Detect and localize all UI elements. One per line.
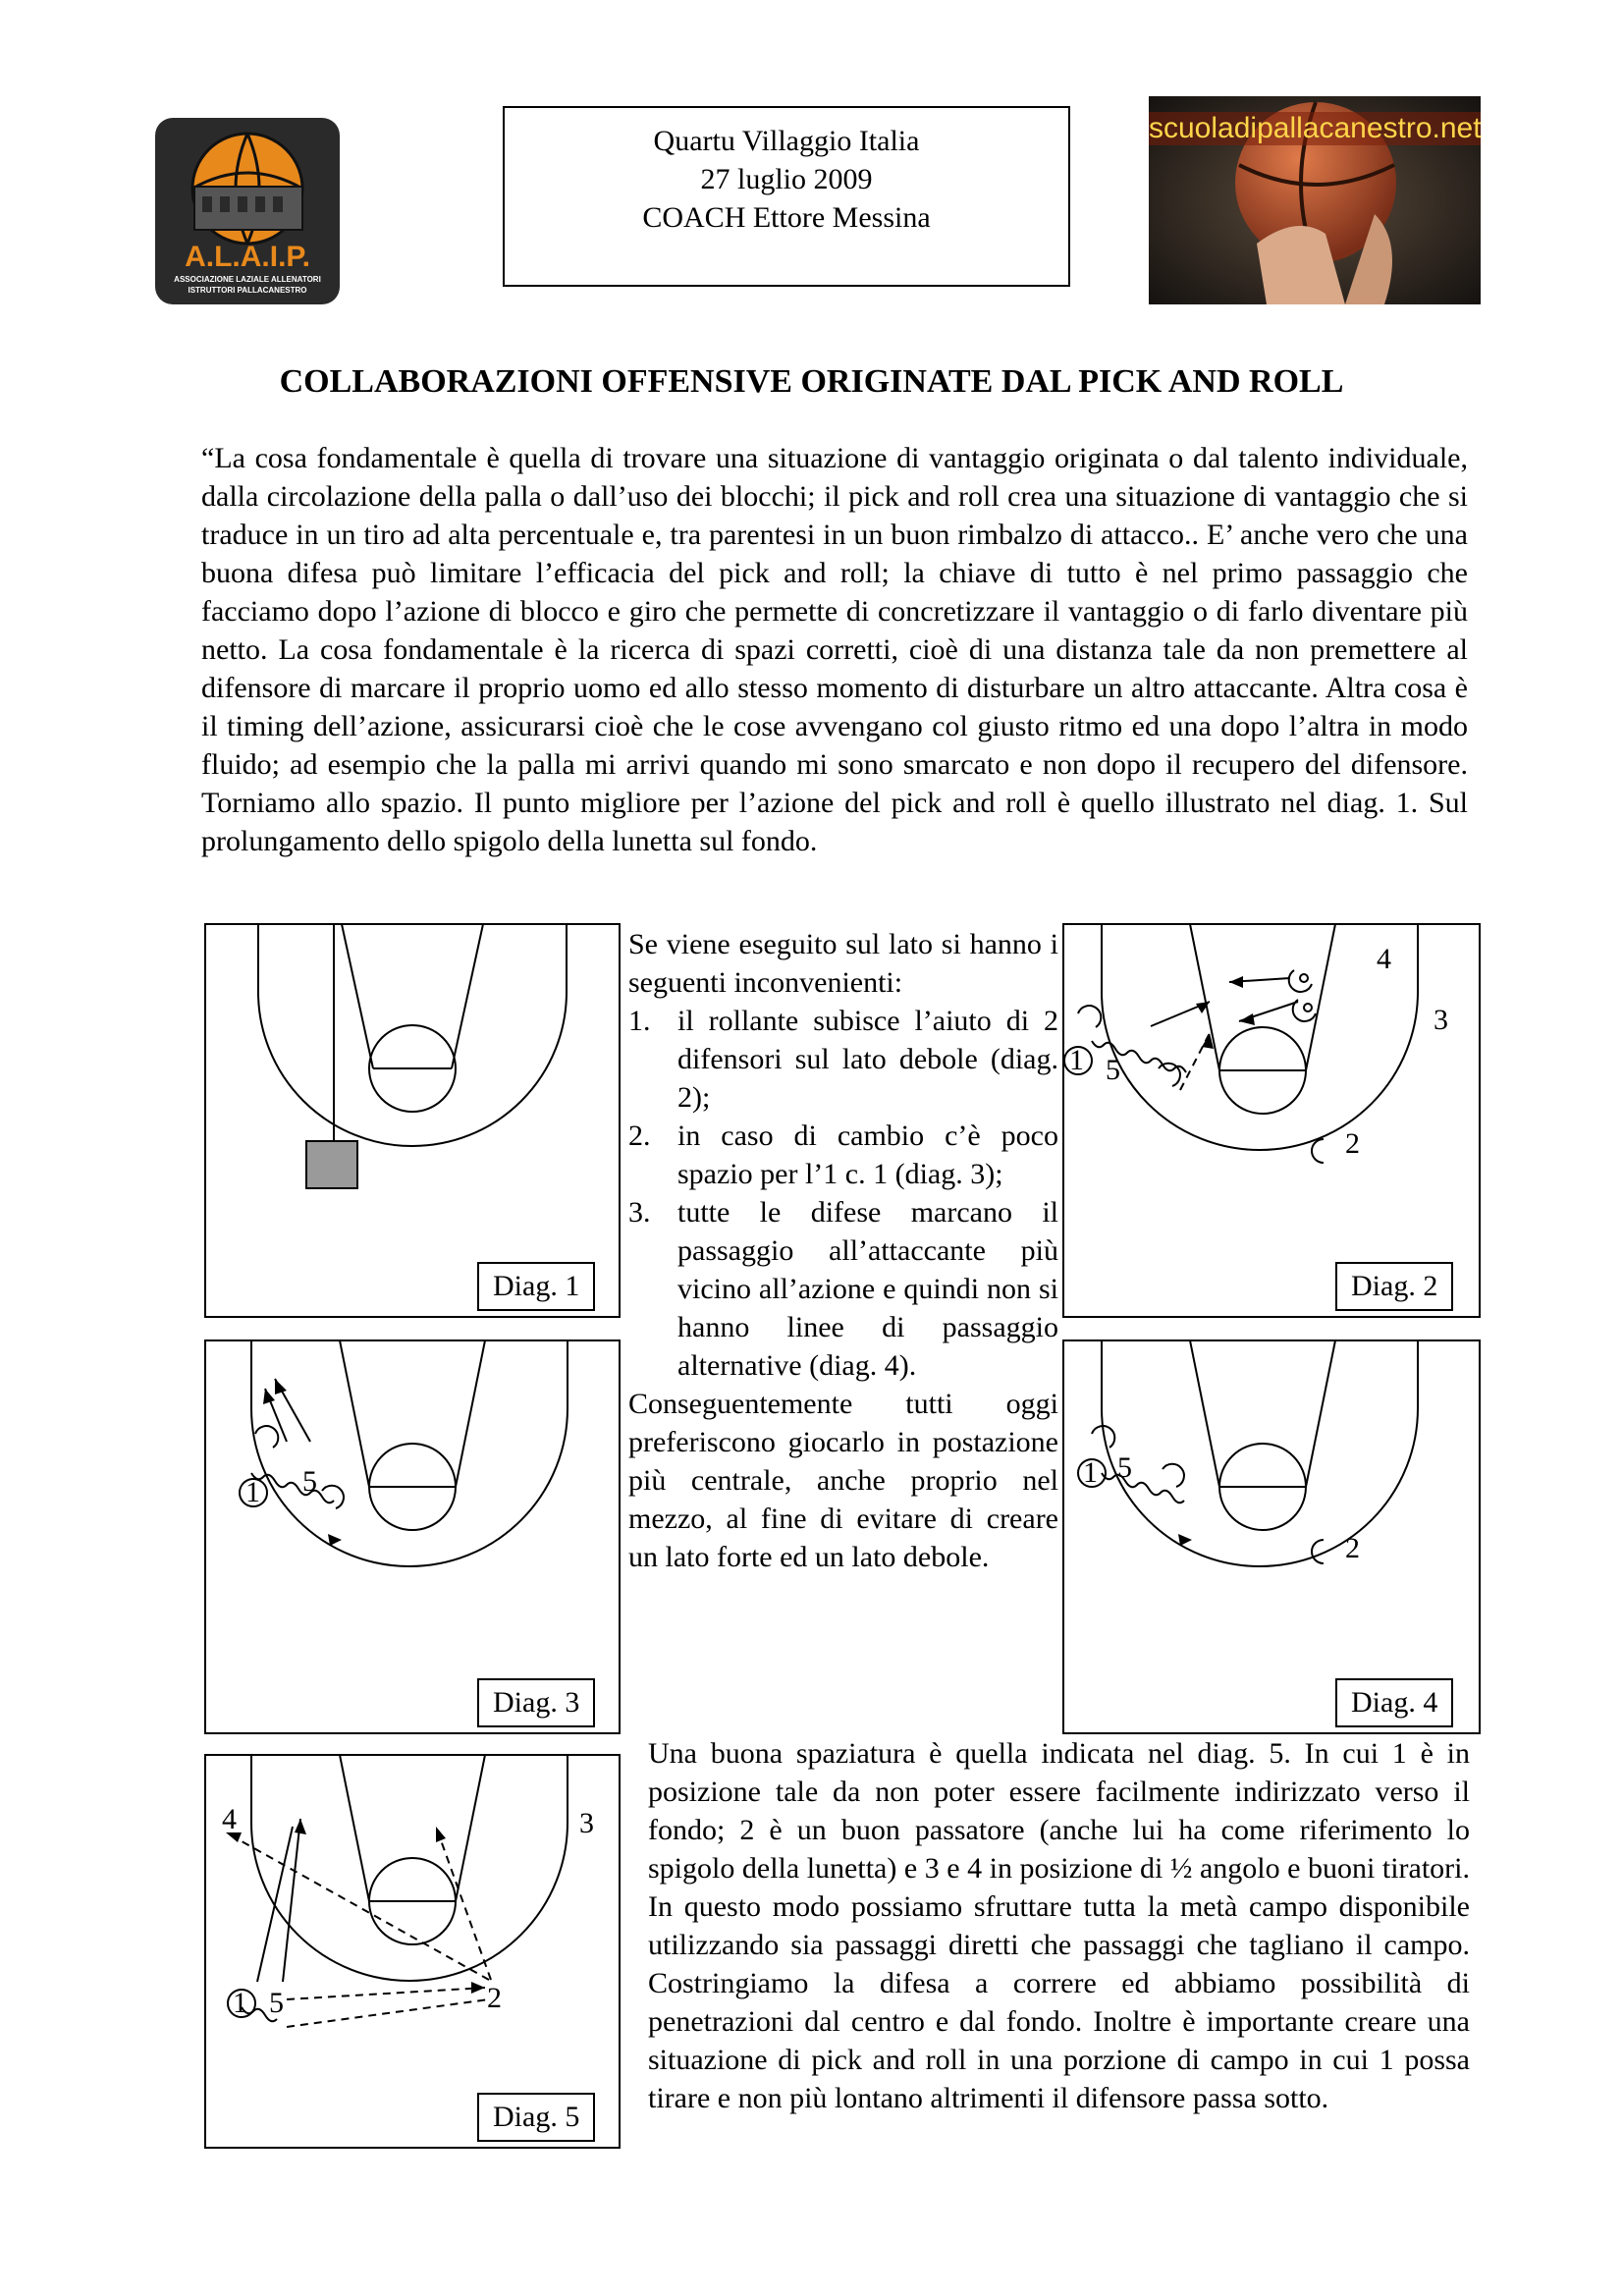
header-box <box>503 106 1070 287</box>
side-lead: Se viene eseguito sul lato si hanno i seguenti inconvenienti: <box>628 928 1058 999</box>
d2-player-5: 5 <box>1106 1054 1120 1086</box>
d5-player-2: 2 <box>487 1982 502 2014</box>
diagram-2 <box>1062 923 1481 1318</box>
diag-1-label: Diag. 1 <box>477 1262 595 1311</box>
d4-player-2: 2 <box>1345 1532 1360 1564</box>
court-5 <box>204 1754 621 2149</box>
d5-player-1: 1 <box>233 1987 247 2019</box>
diagram-4 <box>1062 1339 1481 1734</box>
scuola-pallacanestro-image <box>1149 96 1481 304</box>
d2-player-2: 2 <box>1345 1127 1360 1160</box>
header-coach: COACH Ettore Messina <box>642 201 931 234</box>
diag-2-label: Diag. 2 <box>1335 1262 1453 1311</box>
alaip-acronym: A.L.A.I.P. <box>185 241 310 273</box>
list-item-num: 1. <box>628 1005 651 1037</box>
diagram-3 <box>204 1339 621 1734</box>
alaip-subtitle-1: ASSOCIAZIONE LAZIALE ALLENATORI <box>174 275 321 284</box>
d5-player-4: 4 <box>222 1803 237 1835</box>
d5-player-5: 5 <box>269 1987 284 2019</box>
list-item <box>628 1193 1058 1385</box>
page-title: COLLABORAZIONI OFFENSIVE ORIGINATE DAL PICK AND ROLL <box>279 363 1344 400</box>
header-location: Quartu Villaggio Italia <box>653 125 920 157</box>
diag-3-label: Diag. 3 <box>477 1678 595 1727</box>
intro-paragraph: “La cosa fondamentale è quella di trovare una situazione di vantaggio originata o dal talento individuale, dalla circolazione della palla o dall’uso dei blocchi; il pick and roll crea una situazione di vantaggio che si traduce in un tiro ad alta percentuale e, tra parentesi in un buon rimbalzo di attacco.. E’ anche vero che una buona difesa può limitare l’efficacia del pick and roll; la chiave di tutto è nel primo passaggio che facciamo dopo l’azione di blocco e giro che permette di concretizzare il vantaggio o di farlo diventare più netto. La cosa fondamentale è la ricerca di spazi corretti, cioè di una distanza tale da non premettere al difensore di marcare il proprio uomo ed allo stesso momento di disturbare un altro attaccante. Altra cosa è il timing dell’azione, assicurarsi cioè che le cose avvengano col giusto ritmo ed una dopo l’altra in modo fluido; ad esempio che la palla mi arrivi quando mi sono smarcato e non dopo il recupero del difensore. Torniamo allo spazio. Il punto migliore per l’azione del pick and roll è quello illustrato nel diag. 1. Sul prolungamento dello spigolo della lunetta sul fondo. <box>201 442 1468 857</box>
site-name: scuoladipallacanestro.net <box>1149 112 1482 144</box>
diag-4-label: Diag. 4 <box>1335 1678 1453 1727</box>
alaip-subtitle-2: ISTRUTTORI PALLACANESTRO <box>188 286 307 295</box>
court-1 <box>204 923 621 1318</box>
d5-player-3: 3 <box>579 1807 594 1839</box>
list-item-text: in caso di cambio c’è poco spazio per l’1 c. 1 (diag. 3); <box>677 1120 1058 1190</box>
list-item-text: tutte le difese marcano il passaggio all’attaccante più vicino all’azione e quindi non si hanno linee di passaggio alternative (diag. 4). <box>677 1196 1058 1382</box>
d3-player-5: 5 <box>302 1465 317 1498</box>
d2-player-4: 4 <box>1377 943 1391 975</box>
list-item <box>628 1002 1058 1117</box>
side-conclusion: Conseguentemente tutti oggi preferiscono giocarlo in postazione più centrale, anche proprio nel mezzo, al fine di evitare di creare un lato forte ed un lato debole. <box>628 1388 1058 1573</box>
side-list <box>628 1002 1058 1385</box>
diagram-5 <box>204 1754 621 2149</box>
d3-player-1: 1 <box>245 1476 260 1508</box>
alaip-logo <box>155 118 340 304</box>
diagram-1 <box>204 923 621 1318</box>
list-item-text: il rollante subisce l’aiuto di 2 difensori sul lato debole (diag. 2); <box>677 1005 1058 1114</box>
header-date: 27 luglio 2009 <box>700 163 873 195</box>
d4-player-1: 1 <box>1083 1456 1098 1489</box>
list-item <box>628 1117 1058 1193</box>
list-item-num: 3. <box>628 1196 651 1229</box>
d4-player-5: 5 <box>1117 1451 1132 1484</box>
court-4 <box>1062 1339 1481 1734</box>
court-2 <box>1062 923 1481 1318</box>
bottom-paragraph: Una buona spaziatura è quella indicata nel diag. 5. In cui 1 è in posizione tale da non poter essere facilmente indirizzato verso il fondo; 2 è un buon passatore (anche lui ha come riferimento lo spigolo della lunetta) e 3 e 4 in posizione di ½ angolo e buoni tiratori. In questo modo possiamo sfruttare tutta la metà campo disponibile utilizzando sia passaggi diretti che passaggi che tagliano il campo. Costringiamo la difesa a correre ed abbiamo possibilità di penetrazioni dal centro e dal fondo. Inoltre è importante creare una situazione di pick and roll in una porzione di campo in cui 1 possa tirare e non più lontano altrimenti il difensore passa sotto. <box>648 1737 1470 2114</box>
d2-player-3: 3 <box>1434 1004 1448 1036</box>
court-3 <box>204 1339 621 1734</box>
side-text <box>628 925 1058 1576</box>
list-item-num: 2. <box>628 1120 651 1152</box>
diag-5-label: Diag. 5 <box>477 2093 595 2142</box>
d2-player-1: 1 <box>1069 1044 1084 1076</box>
